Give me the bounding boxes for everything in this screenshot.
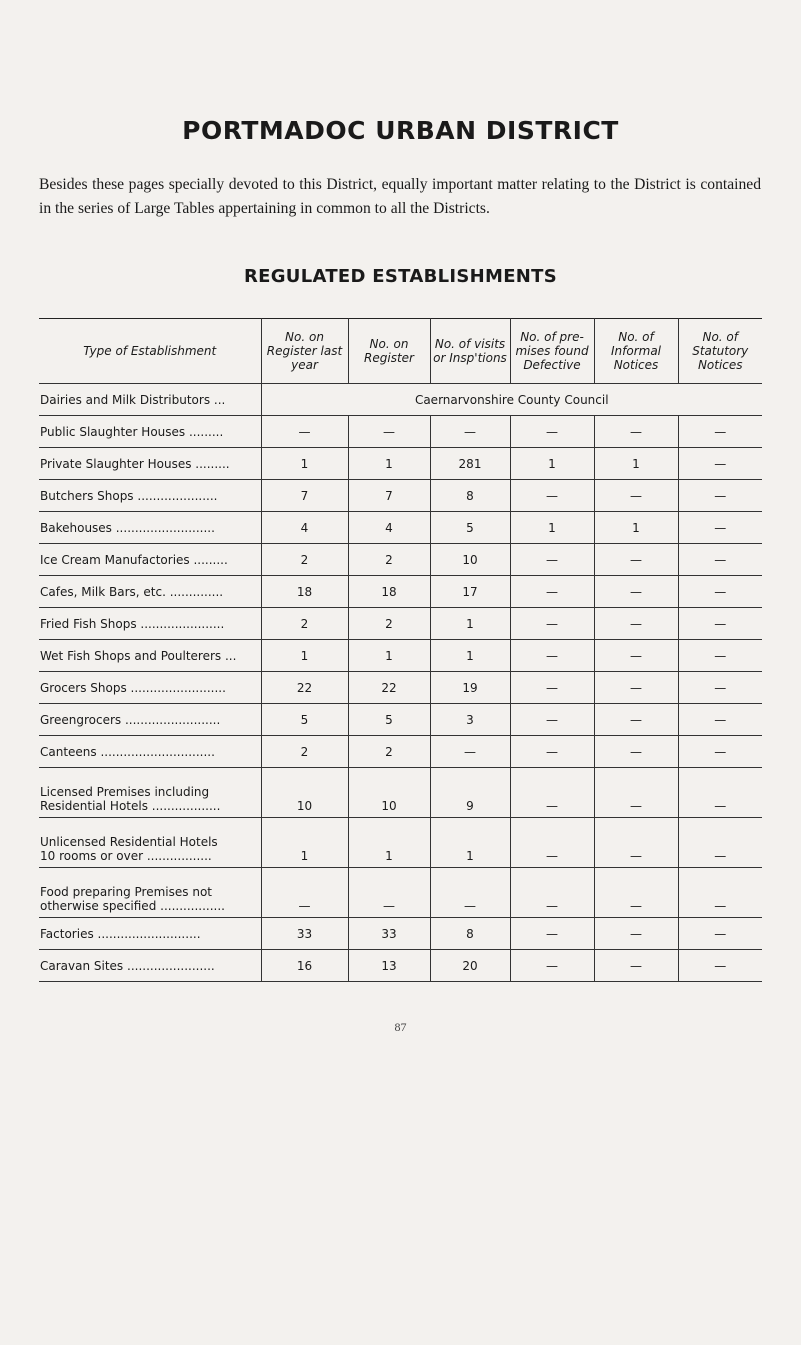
row-label [39,768,261,818]
table-cell: 9 [430,768,510,818]
table-cell: — [678,640,762,672]
dairies-note: Caernarvonshire County Council [261,384,762,416]
table-cell: 2 [348,736,430,768]
table-cell: — [678,818,762,868]
table-cell: 281 [430,448,510,480]
row-label-line: Residential Hotels .................. [40,799,221,813]
table-cell: — [594,736,678,768]
table-cell: — [678,672,762,704]
table-cell: 3 [430,704,510,736]
col-header-register-last-year: No. on Register last year [261,319,348,384]
table-cell: 1 [430,818,510,868]
table-cell: 33 [261,918,348,950]
table-cell: 1 [348,640,430,672]
table-cell: 2 [261,608,348,640]
table-cell: 10 [348,768,430,818]
table-cell: 8 [430,918,510,950]
table-cell: 4 [348,512,430,544]
table-cell: — [510,480,594,512]
table-row [39,480,762,512]
table-cell: — [510,918,594,950]
table-cell: — [510,736,594,768]
row-label: Ice Cream Manufactories ......... [39,544,261,576]
section-title: REGULATED ESTABLISHMENTS [243,266,558,287]
table-cell: — [510,576,594,608]
table-row [39,672,762,704]
table-cell: — [678,544,762,576]
table-row-dairies [39,384,762,416]
table-cell: — [510,416,594,448]
table-cell: 1 [510,512,594,544]
table-cell: — [594,768,678,818]
table-cell: — [510,768,594,818]
table-cell: — [261,416,348,448]
table-cell: — [594,868,678,918]
row-label-line: otherwise specified ................. [40,899,225,913]
col-header-register: No. on Register [348,319,430,384]
row-label: Dairies and Milk Distributors ... [39,384,261,416]
table-cell: — [594,818,678,868]
table-cell: 16 [261,950,348,982]
table-cell: 1 [430,608,510,640]
table-cell: 1 [261,448,348,480]
table-cell: — [594,416,678,448]
table-cell: 2 [261,736,348,768]
table-cell: 2 [348,544,430,576]
row-label: Wet Fish Shops and Poulterers ... [39,640,261,672]
table-cell: — [594,544,678,576]
regulated-establishments-table [39,318,762,982]
table-cell: 18 [348,576,430,608]
table-cell: 1 [430,640,510,672]
row-label-line: Food preparing Premises not [40,885,212,899]
table-cell: 8 [430,480,510,512]
row-label: Caravan Sites ....................... [39,950,261,982]
col-header-statutory-notices: No. of Statutory Notices [678,319,762,384]
row-label: Factories ........................... [39,918,261,950]
table-cell: 1 [261,640,348,672]
table-cell: — [678,868,762,918]
row-label: Private Slaughter Houses ......... [39,448,261,480]
table-row [39,544,762,576]
table-cell: — [594,704,678,736]
table-cell: 7 [261,480,348,512]
table-cell: 33 [348,918,430,950]
table-row [39,918,762,950]
table-cell: — [678,576,762,608]
table-cell: — [430,868,510,918]
table-cell: 10 [430,544,510,576]
page-title: PORTMADOC URBAN DISTRICT [182,116,619,145]
table-cell: — [594,918,678,950]
table-cell: — [594,608,678,640]
table-cell: — [510,544,594,576]
table-cell: — [510,672,594,704]
col-header-visits: No. of visits or Insp'tions [430,319,510,384]
table-cell: 20 [430,950,510,982]
row-label: Greengrocers ......................... [39,704,261,736]
table-row [39,640,762,672]
table-cell: 2 [261,544,348,576]
table-cell: 1 [594,448,678,480]
row-label: Butchers Shops ..................... [39,480,261,512]
table-cell: 18 [261,576,348,608]
table-cell: 19 [430,672,510,704]
table-cell: 1 [348,448,430,480]
table-cell: — [678,608,762,640]
table-row [39,704,762,736]
table-row [39,416,762,448]
table-row [39,868,762,918]
table-row [39,576,762,608]
col-header-informal-notices: No. of Informal Notices [594,319,678,384]
table-cell: — [678,918,762,950]
table-header-row [39,319,762,384]
row-label: Fried Fish Shops ...................... [39,608,261,640]
table-cell: — [510,704,594,736]
table-cell: — [678,950,762,982]
table-cell: — [678,480,762,512]
table-cell: — [678,448,762,480]
table-cell: 7 [348,480,430,512]
table-cell: 22 [261,672,348,704]
row-label: Bakehouses .......................... [39,512,261,544]
table-cell: — [678,768,762,818]
table-cell: — [261,868,348,918]
col-header-defective: No. of pre-mises found Defective [510,319,594,384]
table-cell: — [678,736,762,768]
table-cell: 13 [348,950,430,982]
row-label-line: 10 rooms or over ................. [40,849,212,863]
table-cell: — [430,416,510,448]
table-cell: — [510,640,594,672]
table-cell: — [348,868,430,918]
table-row [39,768,762,818]
table-row [39,736,762,768]
intro-paragraph: Besides these pages specially devoted to this District, equally important matter relating to the District is contained in the series of Large Tables appertaining in common to all the Districts. [39,176,761,217]
table-cell: — [430,736,510,768]
table-cell: 17 [430,576,510,608]
table-cell: 10 [261,768,348,818]
table-cell: — [594,640,678,672]
table-row [39,818,762,868]
row-label: Cafes, Milk Bars, etc. .............. [39,576,261,608]
table-cell: — [594,950,678,982]
table-cell: 5 [430,512,510,544]
row-label: Public Slaughter Houses ......... [39,416,261,448]
table-cell: 22 [348,672,430,704]
page-number: 87 [394,1020,407,1034]
table-cell: — [348,416,430,448]
table-row [39,512,762,544]
table-cell: 5 [261,704,348,736]
row-label [39,818,261,868]
table-cell: — [678,704,762,736]
table-cell: — [510,818,594,868]
table-cell: 1 [261,818,348,868]
row-label: Grocers Shops ......................... [39,672,261,704]
table-cell: — [594,576,678,608]
table-cell: 1 [348,818,430,868]
table-cell: — [510,950,594,982]
table-row [39,950,762,982]
table-cell: — [594,480,678,512]
row-label [39,868,261,918]
table-row [39,608,762,640]
table-cell: 5 [348,704,430,736]
table-cell: 1 [594,512,678,544]
table-cell: 2 [348,608,430,640]
table-cell: — [510,868,594,918]
row-label-line: Unlicensed Residential Hotels [40,835,218,849]
table-row [39,448,762,480]
row-label: Canteens .............................. [39,736,261,768]
table-cell: — [510,608,594,640]
table-cell: — [678,416,762,448]
table-cell: — [678,512,762,544]
table-cell: 1 [510,448,594,480]
row-label-line: Licensed Premises including [40,785,210,799]
table-cell: 4 [261,512,348,544]
table-cell: — [594,672,678,704]
col-header-type: Type of Establishment [39,319,261,384]
